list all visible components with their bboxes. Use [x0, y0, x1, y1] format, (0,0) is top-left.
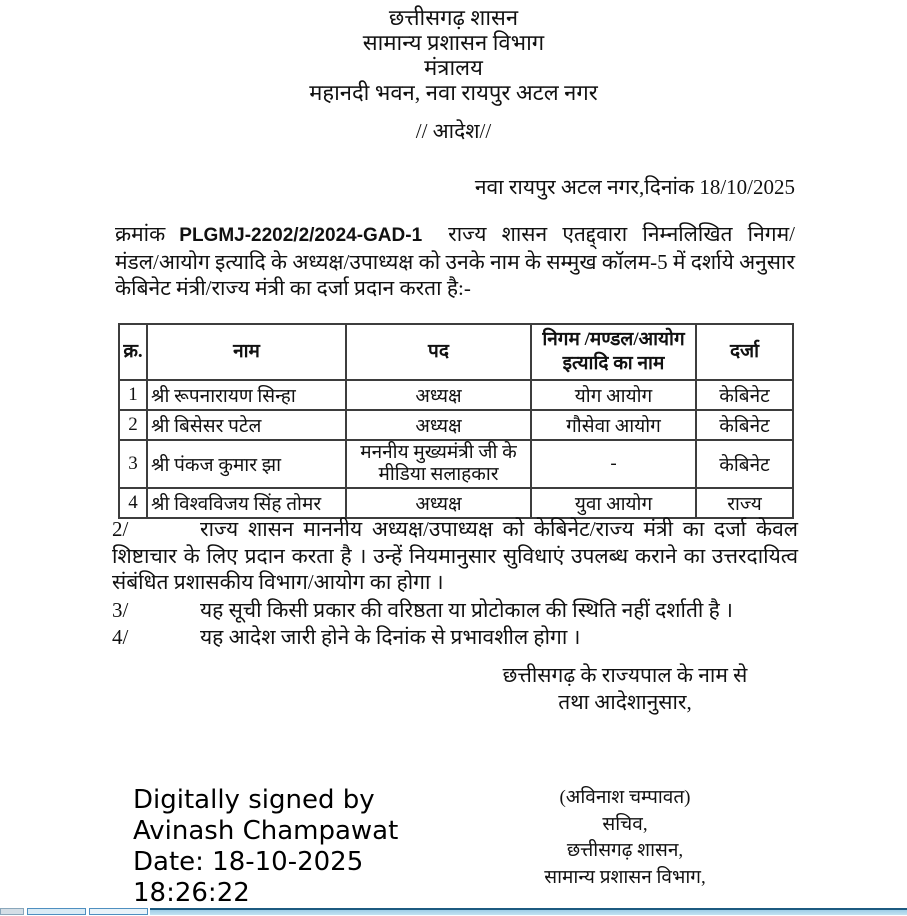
digital-signature-stamp — [133, 785, 463, 909]
department-name: सामान्य प्रशासन विभाग — [362, 30, 545, 55]
cell-rank: केबिनेट — [696, 380, 793, 410]
cell-post: मननीय मुख्यमंत्री जी के मीडिया सलाहकार — [346, 440, 531, 488]
table-row — [119, 488, 793, 518]
clause-text: यह सूची किसी प्रकार की वरिष्ठता या प्रोटोकाल की स्थिति नहीं दर्शाती है । — [200, 597, 733, 622]
cell-rank: केबिनेट — [696, 440, 793, 488]
clause-text: राज्य शासन माननीय अध्यक्ष/उपाध्यक्ष को केबिनेट/राज्य मंत्री का दर्जा केवल शिष्टाचार के लिए प्रदान करता है । उन्हें नियमानुसार सुविधाएं उपलब्ध कराने का उत्तरदायित्व संबंधित प्रशासकीय विभाग/आयोग का होगा । — [112, 517, 798, 594]
col-header-post: पद — [346, 324, 531, 380]
clauses-section — [112, 516, 798, 652]
cell-body: युवा आयोग — [531, 488, 696, 518]
cell-post: अध्यक्ष — [346, 410, 531, 440]
clause-text: यह आदेश जारी होने के दिनांक से प्रभावशील होगा । — [200, 625, 581, 649]
order-number-label: क्रमांक — [115, 222, 166, 246]
scrollbar-button-left[interactable] — [27, 908, 86, 915]
cell-rank: राज्य — [696, 488, 793, 518]
ministry-name: मंत्रालय — [424, 55, 483, 80]
by-order-line: तथा आदेशानुसार, — [558, 690, 692, 714]
col-header-name: नाम — [147, 324, 346, 380]
place-date-line: नवा रायपुर अटल नगर,दिनांक 18/10/2025 — [474, 175, 795, 199]
letterhead — [0, 5, 907, 105]
cell-name: श्री विश्वविजय सिंह तोमर — [147, 488, 346, 518]
cell-name: श्री पंकज कुमार झा — [147, 440, 346, 488]
cell-post: अध्यक्ष — [346, 488, 531, 518]
cell-sno: 2 — [119, 410, 147, 440]
signatory-department: सामान्य प्रशासन विभाग, — [544, 866, 706, 888]
scrollbar-track[interactable] — [150, 908, 907, 915]
clause-2 — [112, 516, 798, 596]
table-header-row — [119, 324, 793, 380]
col-header-sno: क्र. — [119, 324, 147, 380]
signatory-govt: छत्तीसगढ़ शासन, — [566, 840, 684, 861]
cell-sno: 3 — [119, 440, 147, 488]
cell-sno: 1 — [119, 380, 147, 410]
signatory-name: (अविनाश चम्पावत) — [559, 787, 691, 808]
by-order-line: छत्तीसगढ़ के राज्यपाल के नाम से — [502, 663, 748, 687]
cell-body: - — [531, 440, 696, 488]
digital-signature-line: Date: 18-10-2025 — [133, 847, 364, 877]
signatory-block — [450, 785, 800, 891]
horizontal-scrollbar[interactable] — [0, 907, 907, 916]
col-header-body: निगम /मण्डल/आयोग इत्यादि का नाम — [531, 324, 696, 380]
clause-number: 4/ — [112, 625, 129, 649]
col-header-rank: दर्जा — [696, 324, 793, 380]
table-row — [119, 440, 793, 488]
signatory-designation: सचिव, — [602, 813, 648, 835]
digital-signature-line: 18:26:22 — [133, 878, 250, 908]
table-row — [119, 410, 793, 440]
intro-body-text: राज्य शासन एतद्द्वारा निम्नलिखित निगम/मंडल/आयोग इत्यादि के अध्यक्ष/उपाध्यक्ष को उनके नाम के सम्मुख कॉलम-5 में दर्शाये अनुसार केबिनेट मंत्री/राज्य मंत्री का दर्जा प्रदान करता है:- — [115, 222, 795, 300]
digital-signature-line: Avinash Champawat — [133, 816, 399, 846]
order-title: // आदेश// — [415, 119, 492, 143]
clause-number: 2/ — [112, 517, 129, 541]
appointments-table — [118, 323, 794, 519]
clause-4 — [112, 624, 798, 651]
scrollbar-button-right[interactable] — [89, 908, 148, 915]
scrollbar-corner — [0, 908, 24, 915]
order-number: PLGMJ-2202/2/2024-GAD-1 — [179, 225, 423, 246]
cell-sno: 4 — [119, 488, 147, 518]
address-line: महानदी भवन, नवा रायपुर अटल नगर — [309, 80, 598, 105]
clause-3 — [112, 597, 798, 624]
cell-name: श्री बिसेसर पटेल — [147, 410, 346, 440]
government-name: छत्तीसगढ़ शासन — [388, 5, 519, 30]
cell-post: अध्यक्ष — [346, 380, 531, 410]
by-order-block — [450, 662, 800, 716]
cell-body: योग आयोग — [531, 380, 696, 410]
cell-rank: केबिनेट — [696, 410, 793, 440]
cell-body: गौसेवा आयोग — [531, 410, 696, 440]
clause-number: 3/ — [112, 597, 129, 622]
digital-signature-line: Digitally signed by — [133, 785, 375, 815]
table-row — [119, 380, 793, 410]
intro-paragraph — [115, 221, 795, 301]
cell-name: श्री रूपनारायण सिन्हा — [147, 380, 346, 410]
